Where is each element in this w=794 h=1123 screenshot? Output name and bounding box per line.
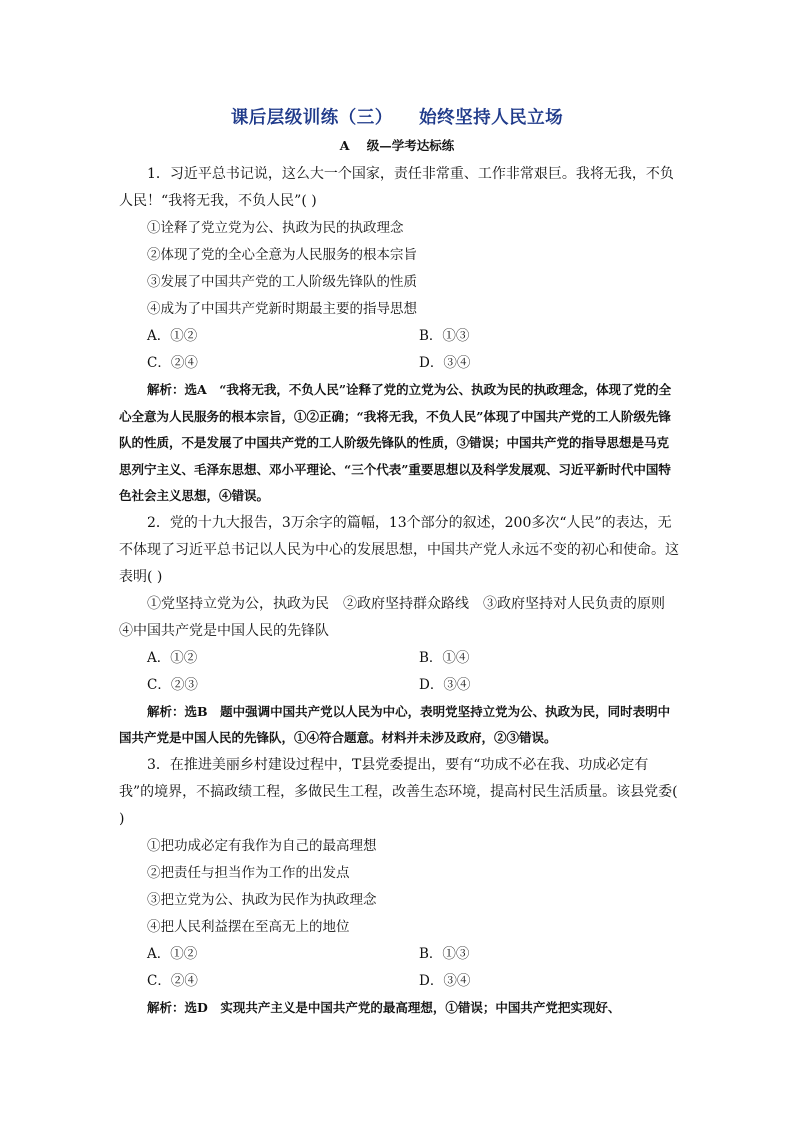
choice-b: B．①④ <box>419 649 470 666</box>
choice-row <box>119 968 679 995</box>
choice-row <box>119 645 679 672</box>
question-list <box>119 161 679 1021</box>
answer-analysis: 解析：选D 实现共产主义是中国共产党的最高理想，①错误；中国共产党把实现好、 <box>147 999 621 1015</box>
choice-row <box>119 941 679 968</box>
statement-item: ③把立党为公、执政为民作为执政理念 <box>147 891 377 908</box>
choice-d: D．③④ <box>419 676 471 693</box>
page-title: 课后层级训练（三） 始终坚持人民立场 <box>230 108 564 128</box>
choice-row <box>119 323 679 350</box>
choice-row <box>119 672 679 699</box>
question-stem: 1．习近平总书记说，这么大一个国家，责任非常重、工作非常艰巨。我将无我，不负人民！“我将无我，不负人民”( ) <box>119 166 674 209</box>
statement-item: ④成为了中国共产党新时期最主要的指导思想 <box>147 301 417 317</box>
choice-c: C．②③ <box>147 676 198 693</box>
question-stem: 3．在推进美丽乡村建设过程中，T县党委提出，要有“功成不必在我、功成必定有我”的境界，不搞政绩工程，多做民生工程，改善生态环境，提高村民生活质量。该县党委( ) <box>119 756 678 827</box>
statement-item: ①把功成必定有我作为自己的最高理想 <box>147 837 377 854</box>
choice-a: A．①② <box>147 328 198 344</box>
statement-item: ③发展了中国共产党的工人阶级先锋队的性质 <box>147 274 417 290</box>
choice-d: D．③④ <box>419 355 471 371</box>
section-subtitle: A 级—学考达标练 <box>339 138 455 153</box>
choice-b: B．①③ <box>419 328 470 344</box>
statement-item: ①党坚持立党为公，执政为民 ②政府坚持群众路线 ③政府坚持对人民负责的原则 ④中国共产党是中国人民的先锋队 <box>119 595 679 639</box>
choice-c: C．②④ <box>147 972 198 989</box>
answer-analysis: 解析：选B 题中强调中国共产党以人民为中心，表明党坚持立党为公、执政为民，同时表明中国共产党是中国人民的先锋队，①④符合题意。材料并未涉及政府，②③错误。 <box>119 703 671 745</box>
choice-row <box>119 350 679 377</box>
choice-c: C．②④ <box>147 355 198 371</box>
choice-a: A．①② <box>147 649 198 666</box>
statement-item: ②把责任与担当作为工作的出发点 <box>147 864 350 881</box>
choice-b: B．①③ <box>419 945 470 962</box>
choice-a: A．①② <box>147 945 198 962</box>
answer-analysis: 解析：选A “我将无我，不负人民”诠释了党的立党为公、执政为民的执政理念，体现了党的全心全意为人民服务的根本宗旨，①②正确；“我将无我，不负人民”体现了中国共产党的工人阶级先锋队的性质，不是发展了中国共产党的工人阶级先锋队的性质，③错误；中国共产党的指导思想是马克思列宁主义、毛泽东思想、邓小平理论、“三个代表”重要思想以及科学发展观、习近平新时代中国特色社会主义思想，④错误。 <box>119 382 672 503</box>
statement-item: ①诠释了党立党为公、执政为民的执政理念 <box>147 220 404 236</box>
statement-item: ④把人民利益摆在至高无上的地位 <box>147 918 350 935</box>
choice-d: D．③④ <box>419 972 471 989</box>
question-stem: 2．党的十九大报告，3万余字的篇幅，13个部分的叙述，200多次“人民”的表达，无不体现了习近平总书记以人民为中心的发展思想，中国共产党人永远不变的初心和使命。这表明( ) <box>119 514 679 585</box>
statement-item: ②体现了党的全心全意为人民服务的根本宗旨 <box>147 247 417 263</box>
